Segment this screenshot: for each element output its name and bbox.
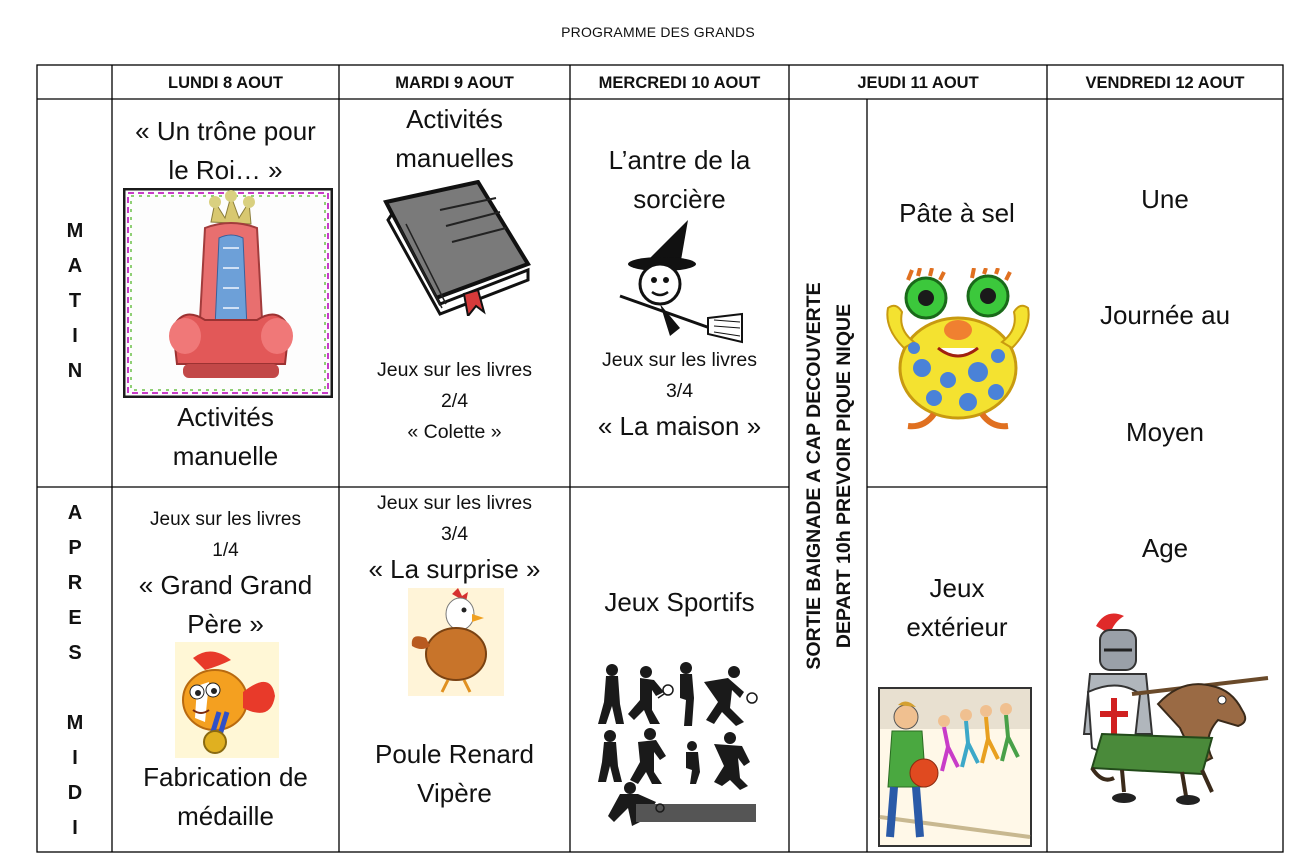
throne-image xyxy=(123,188,333,398)
vendredi-line-4: Age xyxy=(1141,533,1189,563)
sports-silhouettes-image xyxy=(594,662,760,828)
jeudi-matin-activity: Pâte à sel xyxy=(899,198,1015,228)
outdoor-games-image xyxy=(878,687,1032,847)
mercredi-aprem-activity: Jeux Sportifs xyxy=(604,587,755,617)
jeudi-aprem-activity: Jeux extérieur xyxy=(906,573,1008,642)
fish-medal-image xyxy=(175,642,279,758)
mardi-matin-title: Activités manuelles xyxy=(395,104,514,173)
header-mercredi: MERCREDI 10 AOUT xyxy=(598,74,761,92)
lundi-aprem-jeux: Jeux sur les livres 1/4 « Grand Grand Père » xyxy=(138,509,313,639)
hen-image xyxy=(408,588,504,696)
header-mardi: MARDI 9 AOUT xyxy=(395,74,514,92)
mardi-aprem-jeux: Jeux sur les livres 3/4 « La surprise » xyxy=(368,492,541,584)
witch-image xyxy=(618,218,744,346)
lundi-matin-title: « Un trône pour le Roi… » xyxy=(135,116,316,185)
vendredi-line-1: Une xyxy=(1141,184,1189,214)
salt-dough-monster-image xyxy=(878,268,1038,432)
mardi-aprem-activity: Poule Renard Vipère xyxy=(375,739,534,808)
mercredi-matin-title: L’antre de la sorcière xyxy=(608,145,751,214)
jeudi-sortie-banner: SORTIE BAIGNADE A CAP DECOUVERTE DEPART 10h PREVOIR PIQUE NIQUE xyxy=(803,282,855,670)
knight-horse-image xyxy=(1062,608,1272,806)
vendredi-line-2: Journée au xyxy=(1099,300,1231,330)
period-label-apres-midi: A P R E S M I D I xyxy=(66,502,84,839)
period-label-matin: M A T I N xyxy=(66,220,84,382)
header-lundi: LUNDI 8 AOUT xyxy=(168,74,283,92)
vendredi-line-3: Moyen xyxy=(1125,417,1205,447)
book-image xyxy=(380,180,532,316)
header-jeudi: JEUDI 11 AOUT xyxy=(857,74,979,92)
lundi-matin-activity: Activités manuelle xyxy=(172,402,279,471)
mardi-matin-jeux: Jeux sur les livres 2/4 « Colette » xyxy=(377,359,532,443)
mercredi-matin-jeux: Jeux sur les livres 3/4 « La maison » xyxy=(597,349,762,441)
page-title: PROGRAMME DES GRANDS xyxy=(561,24,755,40)
lundi-aprem-activity: Fabrication de médaille xyxy=(143,762,308,831)
header-vendredi: VENDREDI 12 AOUT xyxy=(1085,74,1245,92)
